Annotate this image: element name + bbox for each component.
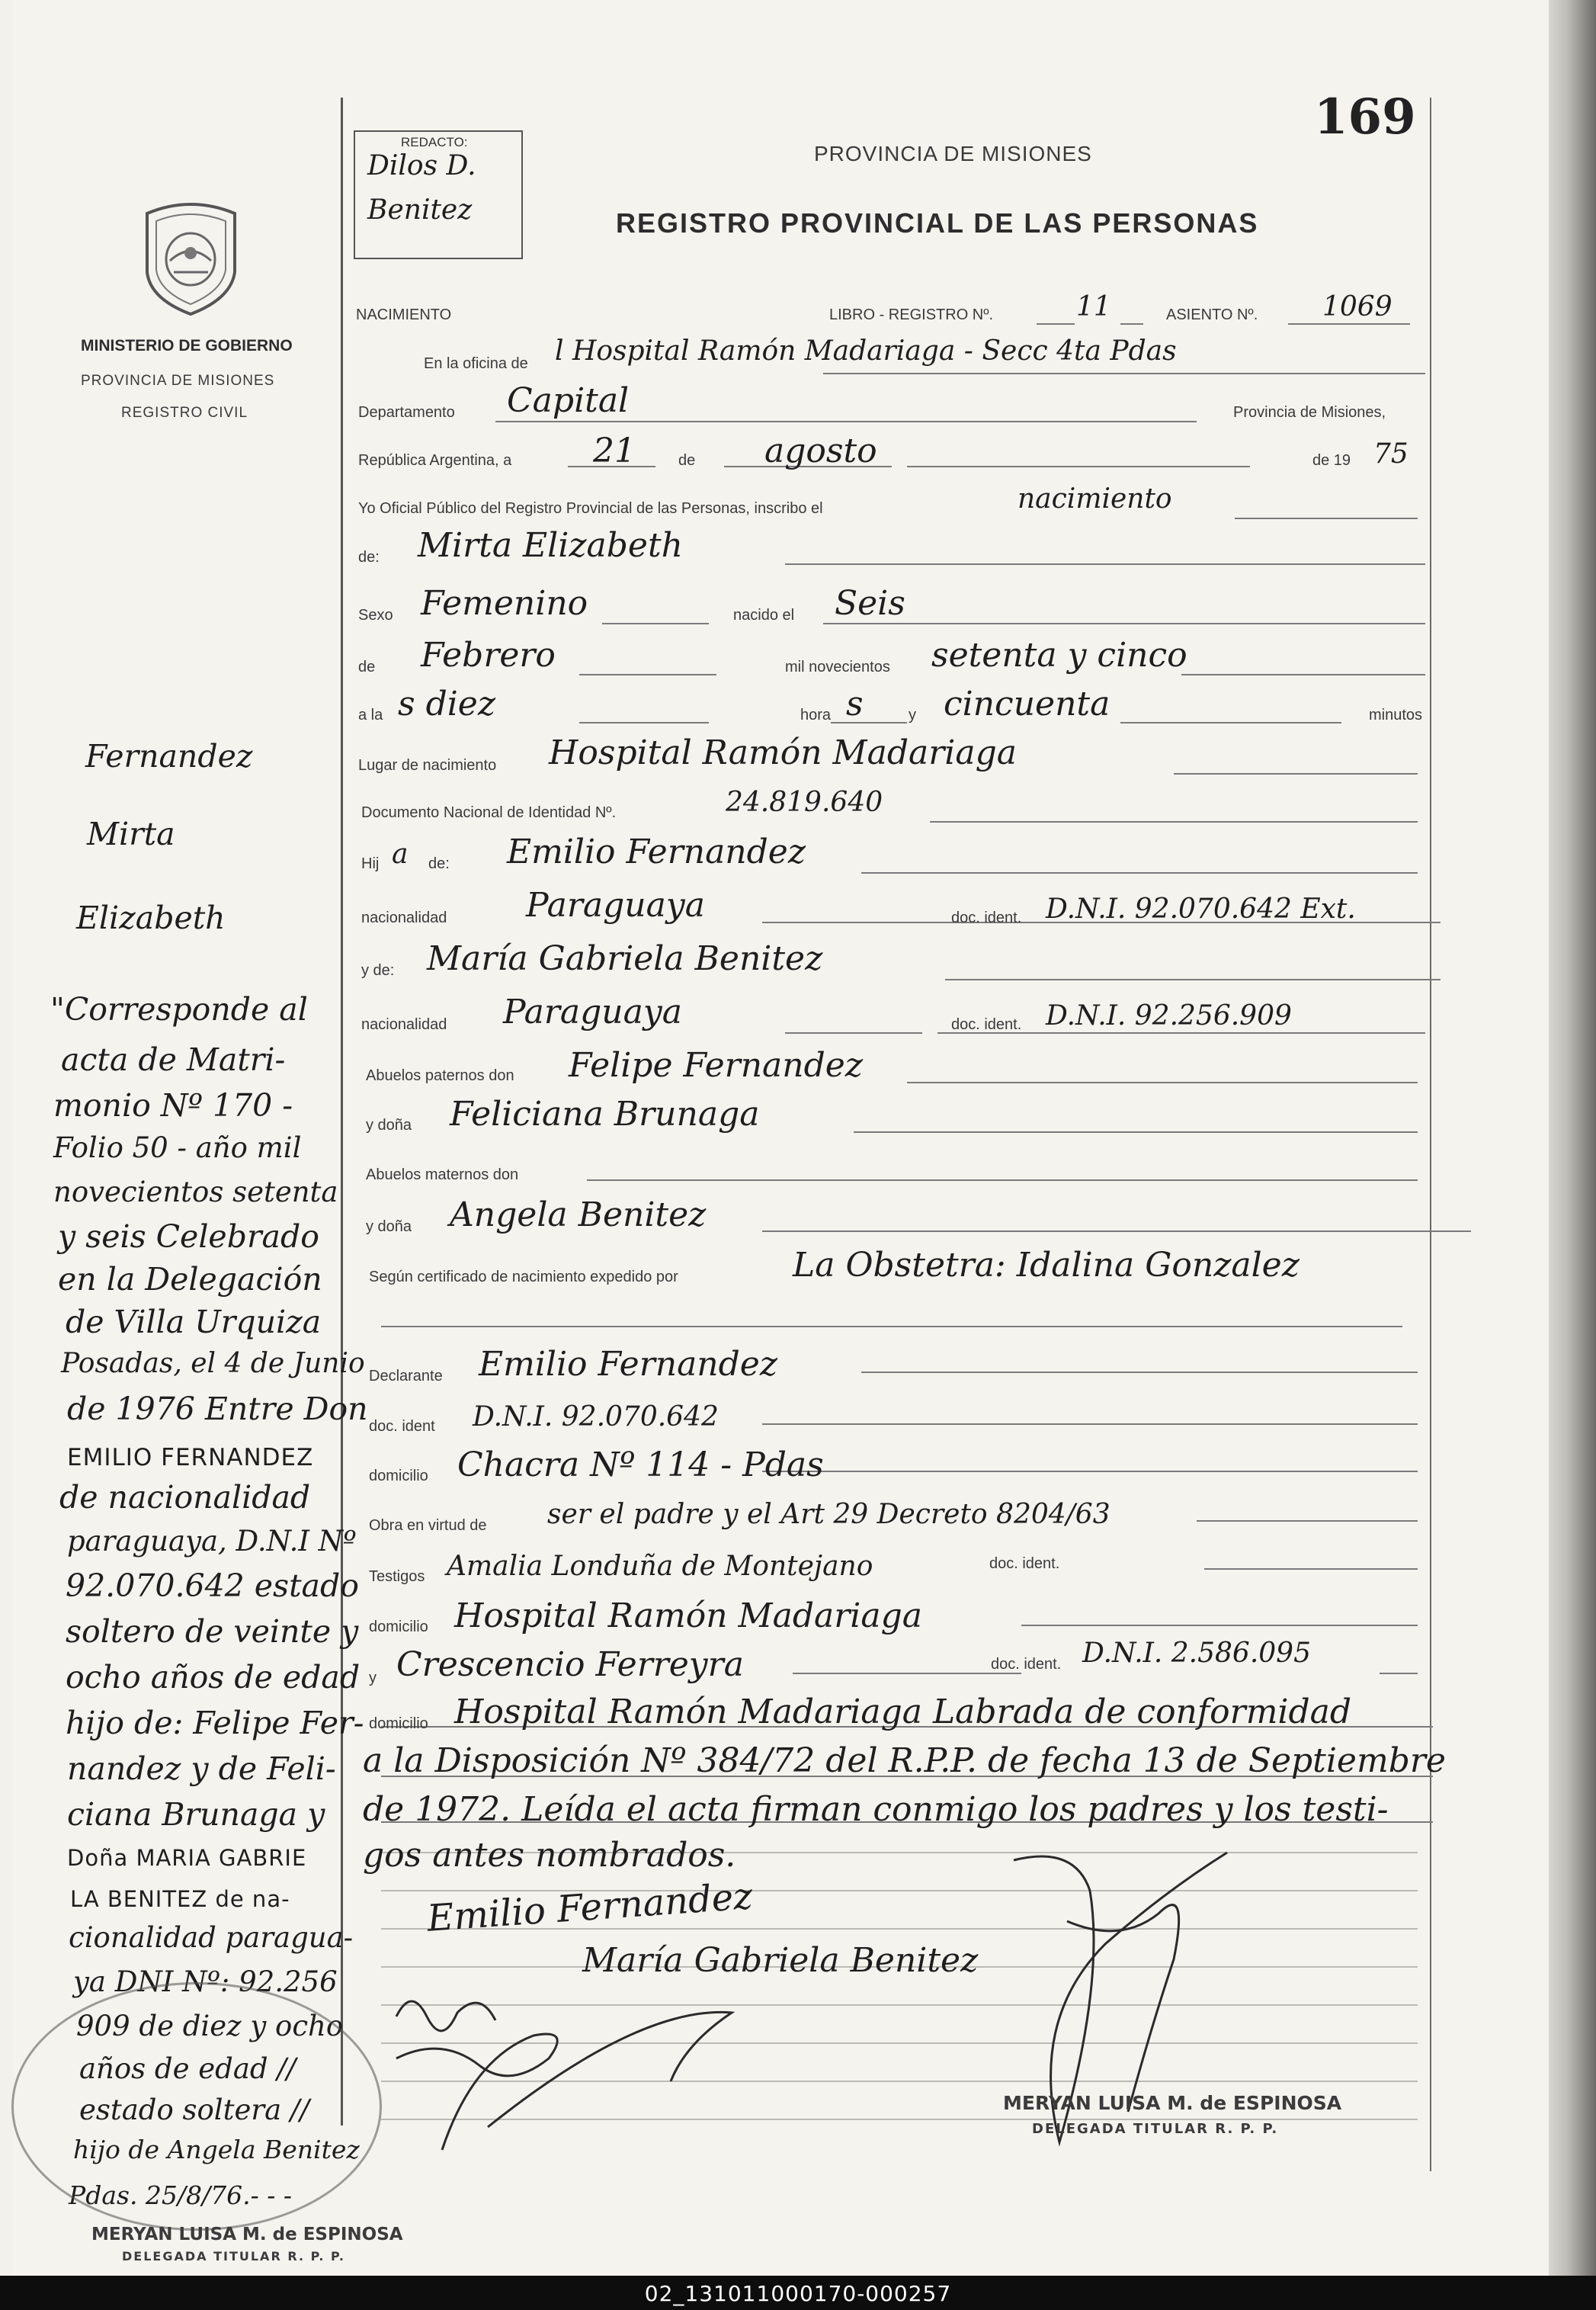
margin-line: acta de Matri- bbox=[61, 1041, 286, 1078]
dom-testigo1-value: Hospital Ramón Madariaga bbox=[454, 1596, 922, 1635]
province-header: PROVINCIA DE MISIONES bbox=[814, 142, 1092, 165]
doc-padre-value: D.N.I. 92.070.642 Ext. bbox=[1046, 894, 1356, 925]
texto-line-2: de 1972. Leída el acta firman conmigo los padres y los testi- bbox=[363, 1790, 1389, 1829]
sexo-value: Femenino bbox=[421, 584, 588, 623]
doc-testigo1-label: doc. ident. bbox=[989, 1555, 1060, 1572]
margin-nombre2: Elizabeth bbox=[76, 900, 226, 936]
doc-declarante-label: doc. ident bbox=[369, 1418, 435, 1435]
ministry-province: PROVINCIA DE MISIONES bbox=[81, 373, 275, 389]
a-la-label: a la bbox=[358, 707, 383, 723]
margin-line: monio Nº 170 - bbox=[53, 1087, 293, 1124]
libro-label: LIBRO - REGISTRO Nº. bbox=[829, 306, 994, 323]
margin-line: cionalidad paragua- bbox=[69, 1921, 354, 1954]
testigos-label: Testigos bbox=[369, 1568, 425, 1585]
testigo2-value: Crescencio Ferreyra bbox=[396, 1645, 744, 1684]
dni-value: 24.819.640 bbox=[726, 787, 883, 818]
abuelos-paternos-label: Abuelos paternos don bbox=[366, 1067, 514, 1084]
signature-madre: María Gabriela Benitez bbox=[582, 1941, 979, 1980]
abuela-pat-value: Feliciana Brunaga bbox=[450, 1095, 760, 1134]
margin-nombre1: Mirta bbox=[87, 816, 175, 852]
dom-testigo2-label: domicilio bbox=[369, 1715, 428, 1732]
doc-declarante-value: D.N.I. 92.070.642 bbox=[473, 1401, 719, 1433]
margin-apellido: Fernandez bbox=[85, 738, 253, 775]
margin-line: 92.070.642 estado bbox=[66, 1567, 359, 1604]
redacto-value-2: Benitez bbox=[367, 194, 473, 226]
lugar-label: Lugar de nacimiento bbox=[358, 757, 497, 774]
ministry-name: MINISTERIO DE GOBIERNO bbox=[81, 337, 293, 355]
margin-line: paraguaya, D.N.I Nº bbox=[67, 1525, 357, 1558]
dom-testigo1-label: domicilio bbox=[369, 1619, 428, 1635]
margin-line: hijo de Angela Benitez bbox=[73, 2135, 360, 2164]
abuelo-pat-value: Felipe Fernandez bbox=[569, 1046, 863, 1085]
mes-value: agosto bbox=[764, 432, 877, 470]
segun-label: Según certificado de nacimiento expedido por bbox=[369, 1269, 678, 1285]
doc-testigo2-label: doc. ident. bbox=[991, 1656, 1062, 1673]
nacido-el-value: Seis bbox=[835, 584, 905, 623]
obra-label: Obra en virtud de bbox=[369, 1517, 487, 1534]
yo-oficial-label: Yo Oficial Público del Registro Provincial de las Personas, inscribo el bbox=[358, 500, 823, 517]
registry-title: REGISTRO PROVINCIAL DE LAS PERSONAS bbox=[616, 207, 1259, 239]
circular-stamp bbox=[11, 1982, 382, 2231]
libro-value: 11 bbox=[1076, 291, 1111, 322]
minutos-label: minutos bbox=[1369, 707, 1423, 723]
dia-value: 21 bbox=[593, 432, 636, 470]
oficina-value: l Hospital Ramón Madariaga - Secc 4ta Pdas bbox=[555, 335, 1177, 367]
declarante-value: Emilio Fernandez bbox=[479, 1345, 778, 1384]
nacionalidad-padre-label: nacionalidad bbox=[361, 910, 447, 926]
redacto-value-1: Dilos D. bbox=[367, 150, 476, 181]
redacto-label: REDACTO: bbox=[401, 135, 468, 149]
departamento-label: Departamento bbox=[358, 404, 455, 421]
nacido-el-label: nacido el bbox=[733, 607, 795, 624]
margin-line: ciana Brunaga y bbox=[67, 1796, 325, 1833]
dom-testigo2-value: Hospital Ramón Madariaga Labrada de conformidad bbox=[454, 1692, 1352, 1731]
texto-line-1: a la Disposición Nº 384/72 del R.P.P. de fecha 13 de Septiembre bbox=[363, 1741, 1446, 1780]
margin-line: soltero de veinte y bbox=[66, 1613, 359, 1650]
mil-novecientos-label: mil novecientos bbox=[785, 659, 890, 675]
margin-line: 909 de diez y ocho bbox=[76, 2010, 344, 2042]
margin-line: EMILIO FERNANDEZ bbox=[67, 1444, 314, 1471]
stamp-title: DELEGADA TITULAR R. P. P. bbox=[1032, 2121, 1279, 2137]
doc-madre-value: D.N.I. 92.256.909 bbox=[1046, 1000, 1292, 1031]
provincia-misiones-label: Provincia de Misiones, bbox=[1233, 404, 1386, 421]
signature-padre: Emilio Fernandez bbox=[425, 1875, 755, 1940]
margin-line: novecientos setenta bbox=[53, 1176, 338, 1208]
nacionalidad-madre-label: nacionalidad bbox=[361, 1016, 447, 1033]
y-de-label: y de: bbox=[361, 962, 395, 979]
hora-label: hora bbox=[800, 707, 832, 723]
madre-value: María Gabriela Benitez bbox=[427, 939, 823, 978]
margin-line: ocho años de edad bbox=[66, 1659, 361, 1696]
declarante-label: Declarante bbox=[369, 1368, 443, 1384]
doc-madre-label: doc. ident. bbox=[951, 1016, 1022, 1033]
margin-line: de 1976 Entre Don bbox=[67, 1391, 368, 1427]
margin-line: años de edad // bbox=[79, 2052, 296, 2085]
margin-line: Posadas, el 4 de Junio bbox=[61, 1348, 365, 1379]
obra-value: ser el padre y el Art 29 Decreto 8204/63 bbox=[547, 1499, 1110, 1530]
margin-line: y seis Celebrado bbox=[58, 1218, 319, 1255]
domicilio-value: Chacra Nº 114 - Pdas bbox=[457, 1445, 824, 1484]
texto-line-3: gos antes nombrados. bbox=[363, 1836, 736, 1875]
padre-value: Emilio Fernandez bbox=[507, 833, 806, 871]
margin-line: "Corresponde al bbox=[50, 991, 308, 1028]
margin-line: de Villa Urquiza bbox=[66, 1304, 322, 1340]
hora-value: s bbox=[846, 685, 864, 723]
departamento-value: Capital bbox=[507, 381, 630, 420]
page-number: 169 bbox=[1314, 88, 1416, 146]
y-label: y bbox=[909, 707, 916, 723]
margin-line: hijo de: Felipe Fer- bbox=[66, 1705, 364, 1741]
margin-line: en la Delegación bbox=[58, 1261, 322, 1298]
de-year-label: de 19 bbox=[1312, 452, 1351, 469]
dni-label: Documento Nacional de Identidad Nº. bbox=[361, 804, 617, 821]
doc-testigo2-value: D.N.I. 2.586.095 bbox=[1082, 1638, 1311, 1669]
margin-stamp-name: MERYAN LUISA M. de ESPINOSA bbox=[91, 2225, 403, 2244]
nacimiento-label: NACIMIENTO bbox=[356, 306, 452, 323]
hij-de-label: de: bbox=[428, 855, 450, 872]
hij-label: Hij bbox=[361, 855, 380, 872]
margin-line: ya DNI Nº: 92.256 bbox=[73, 1965, 338, 1998]
domicilio-label: domicilio bbox=[369, 1468, 428, 1484]
sexo-label: Sexo bbox=[358, 607, 393, 624]
nacionalidad-padre-value: Paraguaya bbox=[526, 886, 705, 925]
mes-nac-value: Febrero bbox=[421, 636, 556, 675]
doc-padre-label: doc. ident. bbox=[951, 910, 1022, 926]
ministry-civil-registry: REGISTRO CIVIL bbox=[121, 405, 248, 421]
segun-value: La Obstetra: Idalina Gonzalez bbox=[793, 1246, 1300, 1285]
margin-line: estado soltera // bbox=[79, 2093, 309, 2126]
de2-label: de bbox=[358, 659, 376, 675]
y-dona-mat-label: y doña bbox=[366, 1218, 412, 1235]
a-la-value: s diez bbox=[398, 685, 496, 723]
margin-line: de nacionalidad bbox=[59, 1479, 311, 1516]
anio-value: 75 bbox=[1373, 438, 1409, 470]
margin-line: Folio 50 - año mil bbox=[53, 1131, 302, 1164]
asiento-value: 1069 bbox=[1322, 291, 1392, 322]
y-dona-pat-label: y doña bbox=[366, 1117, 412, 1134]
margin-line: LA BENITEZ de na- bbox=[70, 1886, 290, 1912]
margin-line: nandez y de Feli- bbox=[67, 1750, 336, 1787]
oficina-label: En la oficina de bbox=[424, 355, 528, 372]
margin-stamp-title: DELEGADA TITULAR R. P. P. bbox=[122, 2249, 345, 2263]
stamp-name: MERYAN LUISA M. de ESPINOSA bbox=[1003, 2092, 1342, 2114]
asiento-label: ASIENTO Nº. bbox=[1166, 306, 1258, 323]
inscribo-value: nacimiento bbox=[1018, 483, 1172, 515]
de-label: de bbox=[678, 452, 696, 469]
de-colon-label: de: bbox=[358, 549, 380, 566]
hij-suffix-value: a bbox=[392, 839, 409, 870]
abuela-mat-value: Angela Benitez bbox=[450, 1195, 707, 1234]
footer-id: 02_131011000170-000257 bbox=[644, 2281, 952, 2306]
nombre-value: Mirta Elizabeth bbox=[418, 526, 683, 565]
margin-line: Pdas. 25/8/76.- - - bbox=[69, 2180, 293, 2210]
testigo1-value: Amalia Londuña de Montejano bbox=[447, 1551, 873, 1582]
republica-label: República Argentina, a bbox=[358, 452, 512, 469]
margin-line: Doña MARIA GABRIE bbox=[67, 1845, 307, 1871]
nacionalidad-madre-value: Paraguaya bbox=[503, 993, 682, 1031]
minutos-value: cincuenta bbox=[944, 685, 1110, 723]
anio-nac-value: setenta y cinco bbox=[931, 636, 1187, 675]
y2-label: y bbox=[369, 1670, 377, 1686]
lugar-value: Hospital Ramón Madariaga bbox=[549, 733, 1017, 772]
abuelos-maternos-label: Abuelos maternos don bbox=[366, 1166, 519, 1183]
